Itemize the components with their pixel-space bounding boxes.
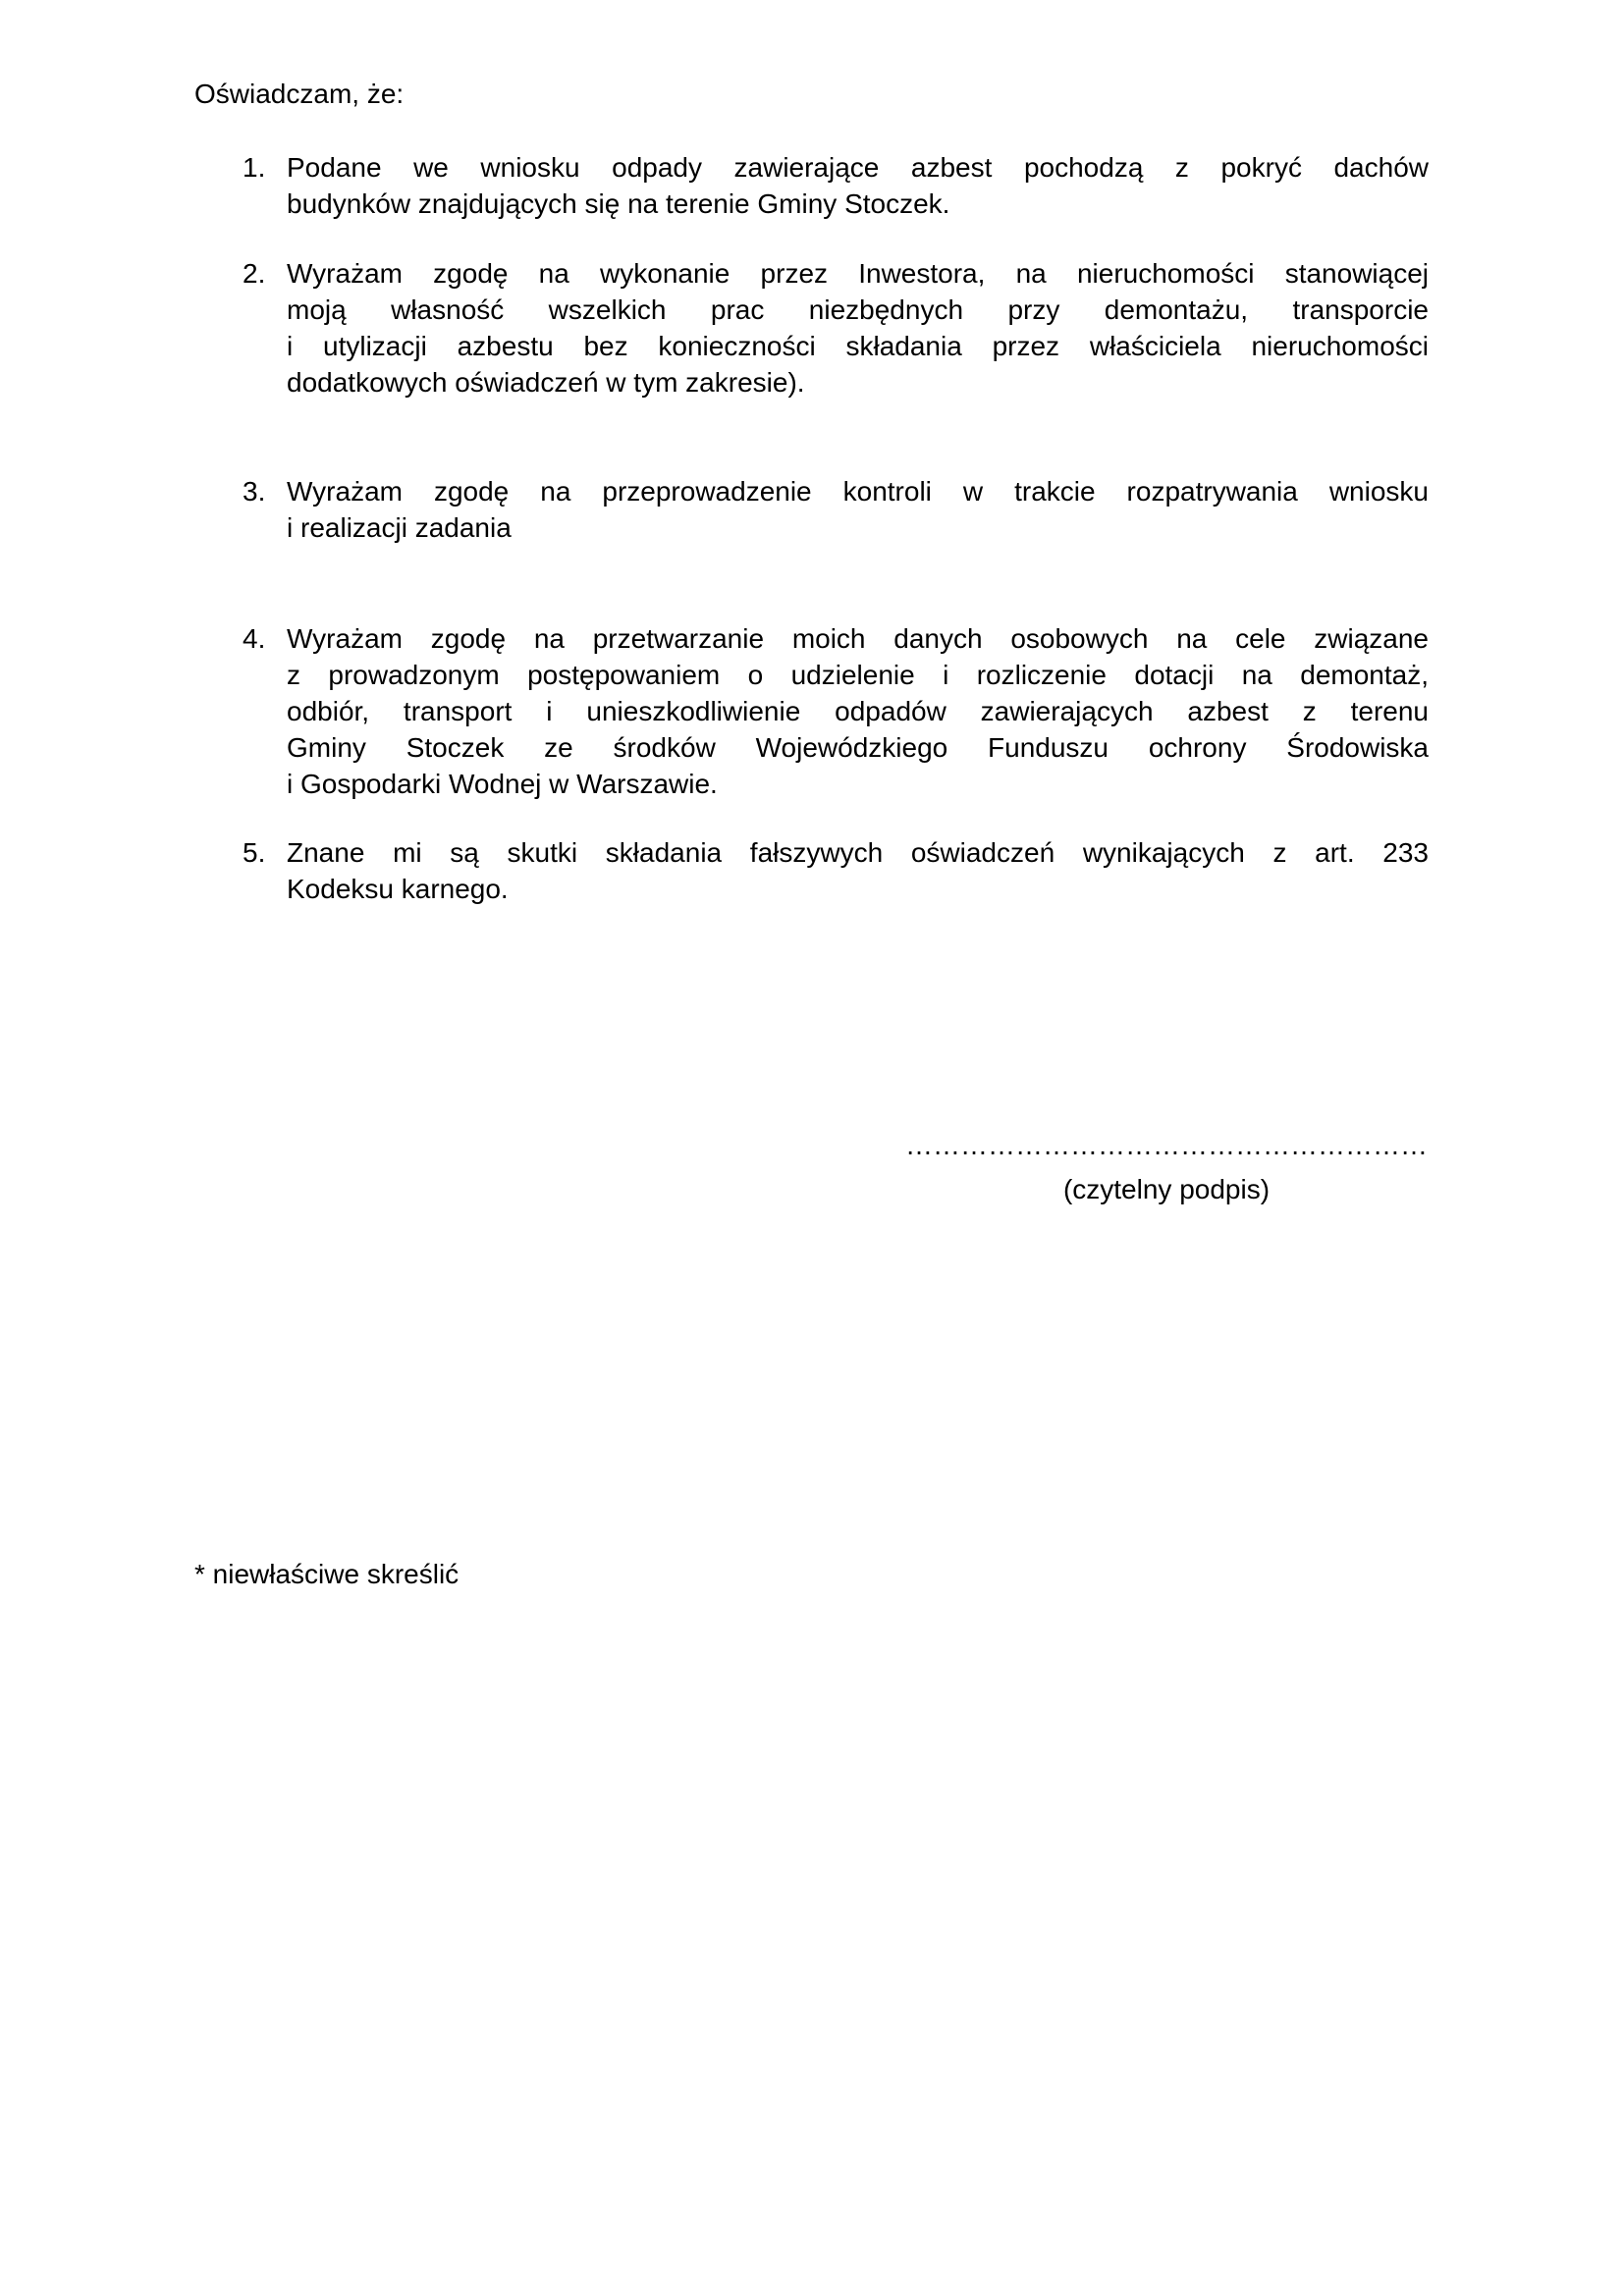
- list-item: [194, 620, 1429, 802]
- footnote: * niewłaściwe skreślić: [194, 1559, 460, 1589]
- item-line: Wyrażam zgodę na przetwarzanie moich danych osobowych na cele związane: [287, 623, 1429, 654]
- item-line: Znane mi są skutki składania fałszywych oświadczeń wynikających z art. 233: [287, 837, 1429, 868]
- signature-dots-line: …………………………………………………: [905, 1130, 1428, 1160]
- item-line: z prowadzonym postępowaniem o udzielenie i rozliczenie dotacji na demontaż,: [287, 660, 1429, 690]
- page-title: Oświadczam, że:: [194, 79, 405, 109]
- item-line: moją własność wszelkich prac niezbędnych przy demontażu, transporcie: [287, 294, 1429, 325]
- item-line: Kodeksu karnego.: [287, 874, 509, 904]
- item-line: odbiór, transport i unieszkodliwienie odpadów zawierających azbest z terenu: [287, 696, 1429, 726]
- list-item: [194, 149, 1429, 222]
- item-number: 5.: [243, 837, 266, 868]
- item-line: dodatkowych oświadczeń w tym zakresie).: [287, 367, 805, 398]
- item-lines: [287, 473, 1429, 546]
- list-item: [194, 255, 1429, 400]
- item-line: Wyrażam zgodę na przeprowadzenie kontroli w trakcie rozpatrywania wniosku: [287, 476, 1429, 507]
- signature-block: [903, 1127, 1430, 1207]
- item-line: Gminy Stoczek ze środków Wojewódzkiego Funduszu ochrony Środowiska: [287, 732, 1429, 763]
- list-item: [194, 834, 1429, 907]
- signature-label: (czytelny podpis): [1062, 1174, 1271, 1204]
- item-lines: [287, 834, 1429, 907]
- item-number: 1.: [243, 152, 266, 183]
- item-lines: [287, 149, 1429, 222]
- item-line: budynków znajdujących się na terenie Gminy Stoczek.: [287, 188, 950, 219]
- item-number: 2.: [243, 258, 266, 289]
- item-line: Wyrażam zgodę na wykonanie przez Inwestora, na nieruchomości stanowiącej: [287, 258, 1429, 289]
- item-line: i realizacji zadania: [287, 512, 512, 543]
- item-number: 3.: [243, 476, 266, 507]
- statement-list: [194, 149, 1429, 940]
- item-lines: [287, 255, 1429, 400]
- item-number: 4.: [243, 623, 266, 654]
- item-line: Podane we wniosku odpady zawierające azbest pochodzą z pokryć dachów: [287, 152, 1429, 183]
- list-item: [194, 473, 1429, 546]
- item-line: i Gospodarki Wodnej w Warszawie.: [287, 769, 718, 799]
- item-line: i utylizacji azbestu bez konieczności składania przez właściciela nieruchomości: [287, 331, 1429, 361]
- item-lines: [287, 620, 1429, 802]
